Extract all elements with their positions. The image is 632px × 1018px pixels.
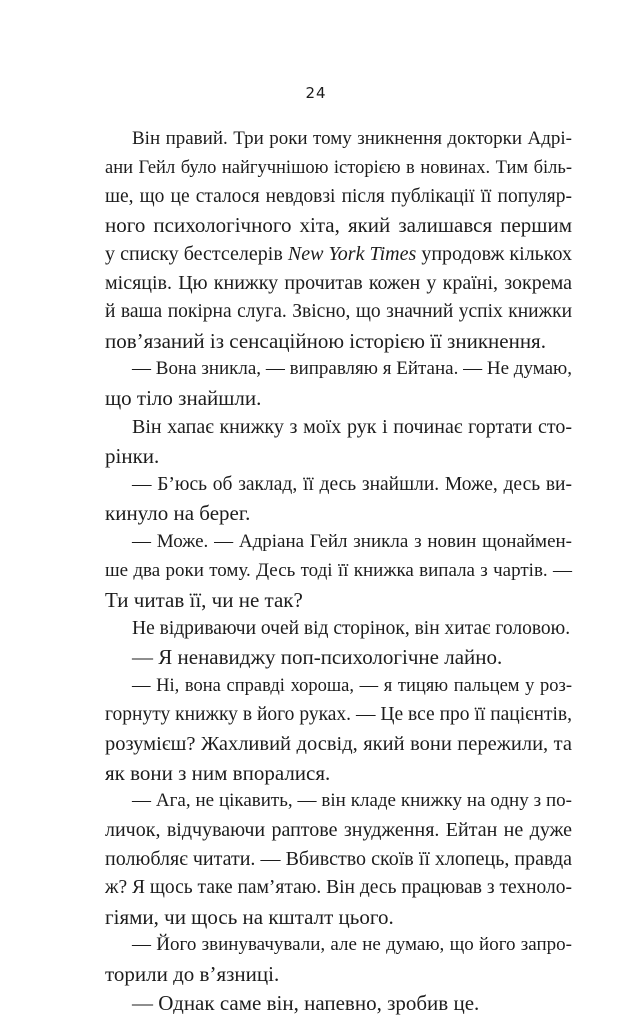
text-line: Не відриваючи очей від сторінок, він хитає головою. — [132, 617, 571, 639]
text-line: пов’язаний із сенсаційною історією її зникнення. — [105, 328, 546, 353]
text-segment: у списку бестселерів — [105, 243, 288, 266]
text-line: місяців. Цю книжку прочитав кожен у країні, зокрема — [105, 271, 572, 294]
text-line: розумієш? Жахливий досвід, який вони пережили, та — [105, 732, 572, 755]
text-line: рінки. — [105, 443, 160, 468]
text-line: — Може. — Адріана Гейл зникла з новин щонаймен- — [132, 531, 572, 553]
text-segment: упродовж кількох — [416, 243, 572, 266]
page-number: 24 — [305, 84, 327, 102]
text-line: й ваша покірна слуга. Звісно, що значний успіх книжки — [105, 300, 572, 322]
text-line: що тіло знайшли. — [105, 386, 262, 411]
text-line: — Ні, вона справді хороша, — я тицяю пальцем у роз- — [132, 676, 572, 697]
text-line: ани Гейл було найгучнішою історією в новинах. Тим біль- — [105, 157, 572, 178]
text-line: личок, відчуваючи раптове знудження. Ейтан не дуже — [105, 819, 572, 842]
text-line: — Ага, не цікавить, — він кладе книжку на одну з по- — [132, 790, 572, 812]
text-line — [105, 240, 572, 269]
text-line: Ти читав її, чи не так? — [105, 587, 303, 612]
italic-title: New York Times — [287, 243, 417, 266]
text-line: — Б’юсь об заклад, її десь знайшли. Може, десь ви- — [132, 473, 572, 495]
text-line: — Вона зникла, — виправляю я Ейтана. — Не думаю, — [132, 358, 572, 380]
text-line: горнуту книжку в його руках. — Це все про її пацієнтів, — [105, 703, 572, 725]
text-line: гіями, чи щось на кшталт цього. — [105, 904, 394, 929]
text-line: ше, що це сталося невдовзі після публікації її популяр- — [105, 185, 572, 207]
text-line: ж? Я щось таке пам’ятаю. Він десь працював з техноло- — [105, 876, 573, 898]
text-line: Він хапає книжку з моїх рук і починає гортати сто- — [132, 415, 572, 438]
text-line: кинуло на берег. — [105, 501, 251, 526]
text-line: торили до в’язниці. — [105, 962, 280, 987]
text-line: ного психологічного хіта, який залишався першим — [105, 213, 572, 238]
body-text — [105, 125, 572, 1018]
text-line: — Однак саме він, напевно, зробив це. — [132, 990, 480, 1015]
text-line: ше два роки тому. Десь тоді її книжка випала з чартів. — — [105, 559, 572, 581]
text-line: — Я ненавиджу поп-психологічне лайно. — [132, 645, 503, 670]
text-line: Він правий. Три роки тому зникнення докторки Адрі- — [132, 128, 572, 149]
text-line: полюбляє читати. — Вбивство скоїв її хлопець, правда — [105, 847, 572, 870]
text-line: — Його звинувачували, але не думаю, що його запро- — [132, 934, 572, 956]
text-line: як вони з ним впоралися. — [105, 760, 331, 785]
